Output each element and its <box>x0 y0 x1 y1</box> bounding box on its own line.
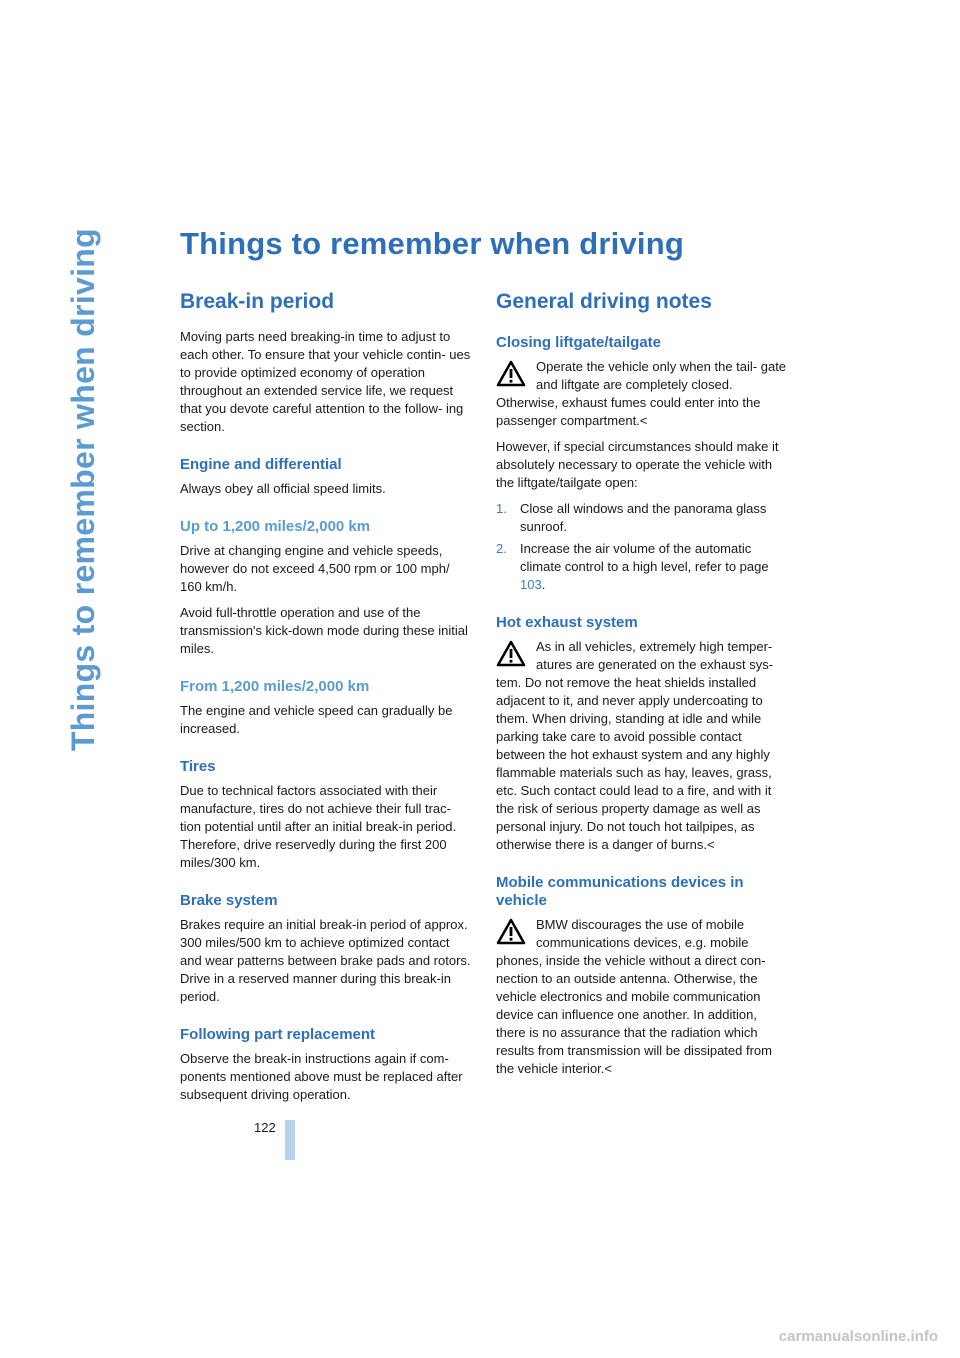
mobile-devices-warning <box>496 916 788 1078</box>
hot-exhaust-warning <box>496 638 788 854</box>
tires-text: Due to technical factors associated with their manufacture, tires do not achieve their full trac- tion potential until after an initial break-in period. Therefore, drive reservedly during the first 200 miles/300 km. <box>180 783 457 870</box>
general-notes-heading: General driving notes <box>496 290 712 313</box>
part-replacement-title: Following part replacement <box>180 1026 376 1043</box>
page-number-bar <box>285 1120 295 1160</box>
left-column <box>180 290 472 1112</box>
tires-title: Tires <box>180 758 216 775</box>
break-in-intro: Moving parts need breaking-in time to adjust to each other. To ensure that your vehicle contin- ues to provide optimized economy of operation throughout an extended service life, we request that you devote careful attention to the follow- ing section. <box>180 329 471 434</box>
mobile-devices-warning-text: BMW discourages the use of mobile communications devices, e.g. mobile phones, inside the vehicle without a direct con- nection to an outside antenna. Otherwise, the vehicle electronics and mobile communication device can influence one another. In addition, there is no assurance that the radiation which results from transmission will be dissipated from the vehicle interior.< <box>496 917 772 1076</box>
up-to-1200-title: Up to 1,200 miles/2,000 km <box>180 518 371 535</box>
step-number: 1. <box>496 501 507 516</box>
list-item <box>496 540 788 594</box>
hot-exhaust-title: Hot exhaust system <box>496 614 638 631</box>
brake-system-title: Brake system <box>180 892 278 909</box>
page-title: Things to remember when driving <box>180 226 684 261</box>
page-reference-link[interactable]: 103 <box>520 577 542 592</box>
break-in-heading: Break-in period <box>180 290 335 313</box>
engine-differential-title: Engine and differential <box>180 456 342 473</box>
warning-triangle-icon <box>496 360 526 387</box>
watermark: carmanualsonline.info <box>778 1328 938 1345</box>
hot-exhaust-warning-text: As in all vehicles, extremely high temper- atures are generated on the exhaust sys- tem. Do not remove the heat shields installed adjacent to it, and never apply undercoating to them. When driving, standing at idle and while parking take care to avoid possible contact between the hot exhaust system and any highly flammable materials such as hay, leaves, grass, etc. Such contact could lead to a fire, and with it the risk of serious property damage as well as personal injury. Do not touch hot tailpipes, as otherwise there is a danger of burns.< <box>496 639 774 852</box>
step-text: Increase the air volume of the automatic climate control to a high level, refer to page <box>520 541 769 574</box>
list-item <box>496 500 788 536</box>
up-to-1200-text-2: Avoid full-throttle operation and use of the transmission's kick-down mode during these initial miles. <box>180 605 468 656</box>
liftgate-title: Closing liftgate/tailgate <box>496 334 662 351</box>
warning-triangle-icon <box>496 640 526 667</box>
liftgate-warning <box>496 358 788 430</box>
step-text-end: . <box>541 577 546 592</box>
liftgate-warning-text: Operate the vehicle only when the tail- gate and liftgate are completely closed. Otherwise, exhaust fumes could enter into the passenger compartment.< <box>496 359 787 428</box>
mobile-devices-title: Mobile communications devices in vehicle <box>496 874 744 909</box>
up-to-1200-text-1: Drive at changing engine and vehicle speeds, however do not exceed 4,500 rpm or 100 mph/ 160 km/h. <box>180 543 450 594</box>
liftgate-text: However, if special circumstances should make it absolutely necessary to operate the vehicle with the liftgate/tailgate open: <box>496 439 779 490</box>
brake-system-text: Brakes require an initial break-in period of approx. 300 miles/500 km to achieve optimized contact and wear patterns between brake pads and rotors. Drive in a reserved manner during this break-in period. <box>180 917 471 1004</box>
side-chapter-title-text: Things to remember when driving <box>64 228 101 752</box>
right-column <box>496 290 788 1086</box>
from-1200-text: The engine and vehicle speed can gradually be increased. <box>180 703 453 736</box>
side-chapter-title <box>8 228 158 958</box>
step-text: Close all windows and the panorama glass sunroof. <box>520 501 767 534</box>
from-1200-title: From 1,200 miles/2,000 km <box>180 678 370 695</box>
liftgate-steps <box>496 500 788 594</box>
step-number: 2. <box>496 541 507 556</box>
page-number: 122 <box>254 1120 276 1135</box>
warning-triangle-icon <box>496 918 526 945</box>
part-replacement-text: Observe the break-in instructions again if com- ponents mentioned above must be replaced after subsequent driving operation. <box>180 1051 463 1102</box>
engine-differential-text: Always obey all official speed limits. <box>180 481 386 496</box>
